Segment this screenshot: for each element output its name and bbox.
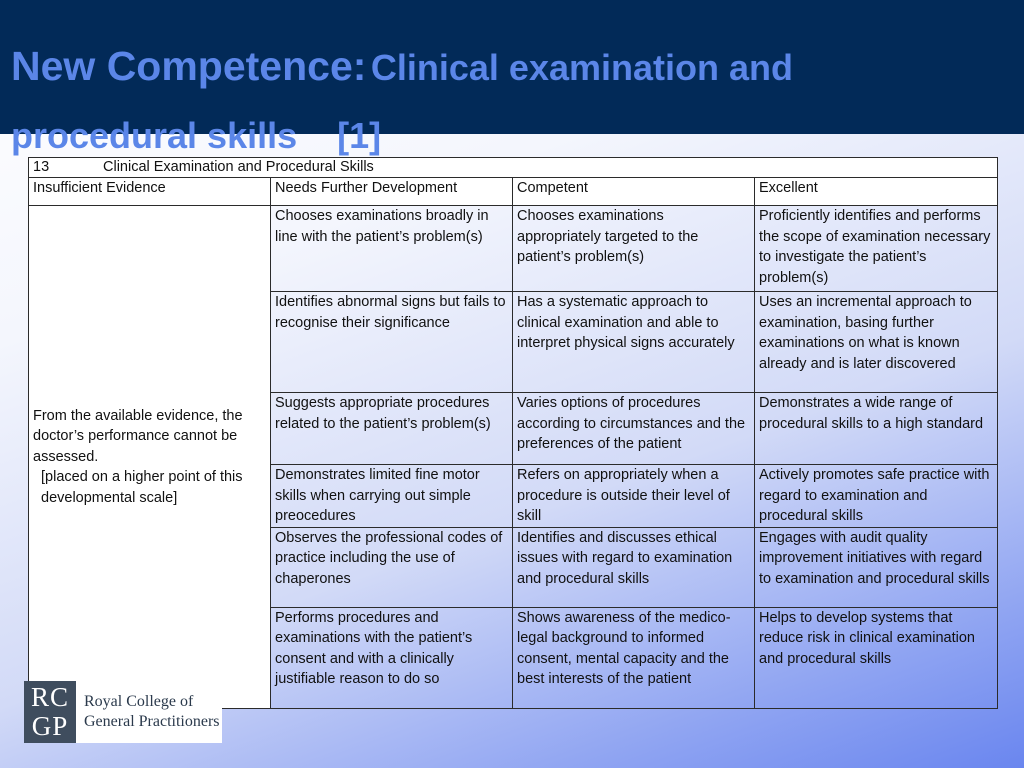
needs-development-cell: Performs procedures and examinations with the patient’s consent and with a clinically justifiable reason to do so [271, 607, 513, 708]
competent-cell: Varies options of procedures according to circumstances and the preferences of the patient [513, 393, 755, 465]
competent-cell: Chooses examinations appropriately targeted to the patient’s problem(s) [513, 206, 755, 292]
rcgp-logo-mark [24, 681, 76, 743]
excellent-cell: Proficiently identifies and performs the scope of examination necessary to investigate the patient’s problem(s) [755, 206, 998, 292]
excellent-cell: Engages with audit quality improvement initiatives with regard to examination and procedural skills [755, 527, 998, 607]
excellent-cell: Uses an incremental approach to examination, basing further examinations on what is known already and is later discovered [755, 292, 998, 393]
excellent-cell: Demonstrates a wide range of procedural skills to a high standard [755, 393, 998, 465]
title-main: New Competence: [11, 43, 367, 89]
column-header-competent: Competent [513, 178, 755, 206]
column-header-needs-development: Needs Further Development [271, 178, 513, 206]
column-header-excellent: Excellent [755, 178, 998, 206]
insufficient-evidence-text: From the available evidence, the doctor’s performance cannot be assessed. [33, 407, 243, 465]
excellent-cell: Helps to develop systems that reduce risk in clinical examination and procedural skills [755, 607, 998, 708]
insufficient-evidence-cell [29, 206, 271, 709]
section-number: 13 [33, 159, 50, 175]
column-header-insufficient: Insufficient Evidence [29, 178, 271, 206]
needs-development-cell: Demonstrates limited fine motor skills when carrying out simple preocedures [271, 465, 513, 528]
logo-mark-line2: GP [31, 711, 69, 741]
competence-table [28, 157, 998, 709]
rcgp-logo [24, 681, 222, 743]
insufficient-evidence-note: [placed on a higher point of this developmental scale] [41, 469, 243, 506]
competent-cell: Refers on appropriately when a procedure is outside their level of skill [513, 465, 755, 528]
competent-cell: Identifies and discusses ethical issues with regard to examination and procedural skills [513, 527, 755, 607]
title-rest-line2: procedural skills [1] [11, 115, 382, 156]
title-rest-line1: Clinical examination and [370, 47, 793, 88]
logo-text-line1: Royal College of [84, 693, 194, 710]
column-header-row [29, 178, 998, 206]
needs-development-cell: Chooses examinations broadly in line with the patient’s problem(s) [271, 206, 513, 292]
competent-cell: Shows awareness of the medico-legal background to informed consent, mental capacity and the best interests of the patient [513, 607, 755, 708]
logo-mark-line1: RC [30, 682, 70, 712]
needs-development-cell: Suggests appropriate procedures related to the patient’s problem(s) [271, 393, 513, 465]
excellent-cell: Actively promotes safe practice with regard to examination and procedural skills [755, 465, 998, 528]
needs-development-cell: Identifies abnormal signs but fails to recognise their significance [271, 292, 513, 393]
competent-cell: Has a systematic approach to clinical examination and able to interpret physical signs accurately [513, 292, 755, 393]
section-title: Clinical Examination and Procedural Skills [103, 159, 374, 175]
table-row [29, 206, 998, 292]
slide-title [11, 36, 1001, 174]
logo-text-line2: General Practitioners [84, 713, 220, 730]
needs-development-cell: Observes the professional codes of practice including the use of chaperones [271, 527, 513, 607]
section-header-cell [29, 158, 998, 178]
section-header-row [29, 158, 998, 178]
logo-text [76, 692, 220, 732]
